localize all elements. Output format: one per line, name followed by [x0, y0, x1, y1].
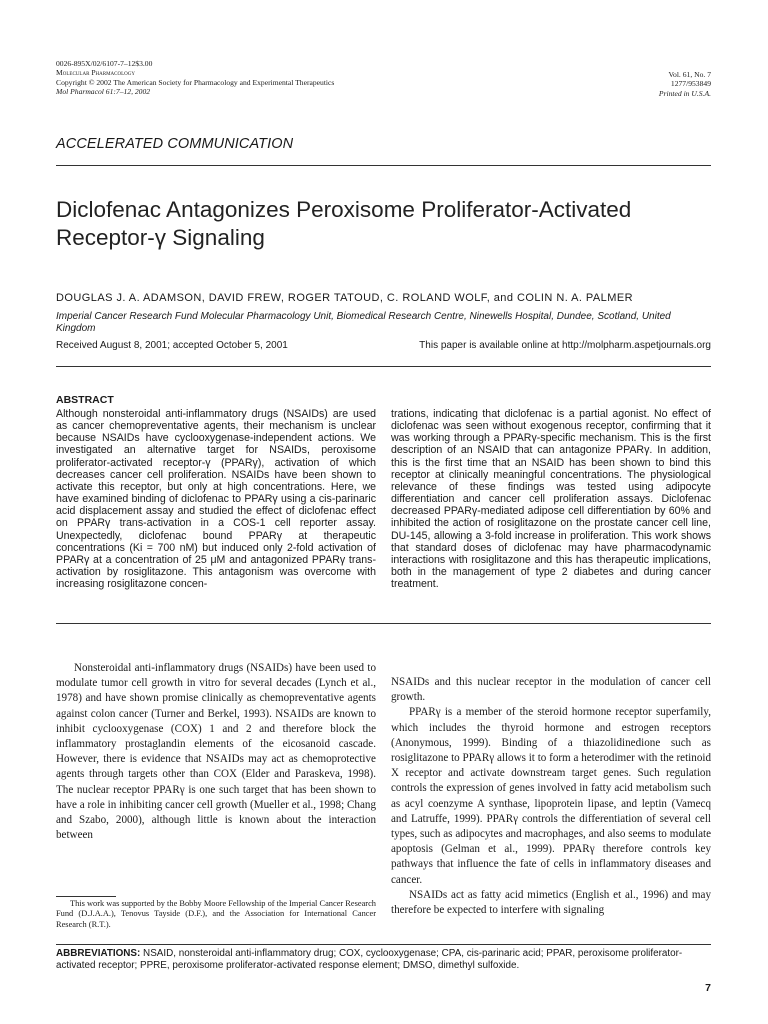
abbreviations	[56, 948, 712, 973]
body-right-column	[391, 675, 711, 918]
body-paragraph: PPARγ is a member of the steroid hormone receptor superfamily, which includes the thyroid hormone and estrogen receptors (Anonymous, 1999). Binding of a thiazolidinedione such as rosiglitazone to PPARγ allows it to form a heterodimer with the retinoid X receptor and activate downstream target genes. Such regulation controls the expression of genes involved in fatty acid metabolism such as acyl coenzyme A synthase, lipoprotein lipase, and leptin (Vamecq and Latruffe, 1999). PPARγ controls the differentiation of several cell types, such as adipocytes and macrophages, and also seems to modulate apoptosis (Gelman et al., 1999). PPARγ therefore controls key pathways that influence the fate of cells in inflammatory diseases and cancer.	[391, 706, 711, 886]
article-id: 1277/953849	[670, 79, 711, 89]
funding-footnote: This work was supported by the Bobby Moore Fellowship of the Imperial Cancer Research Fund (D.J.A.A.), Tenovus Tayside (D.F.), and the Association for International Cancer Research (R.T.).	[56, 899, 376, 929]
abstract-left-column: Although nonsteroidal anti-inflammatory drugs (NSAIDs) are used as cancer chemopreventative agents, their mechanism is unclear because NSAIDs have cyclooxygenase-independent actions. We investigated an alternative target for NSAIDs, peroxisome proliferator-activated receptor-γ (PPARγ), activation of which decreases cancer cell proliferation. NSAIDs have been shown to activate this receptor, but only at high concentrations. Here, we have examined binding of diclofenac to PPARγ using a cis-parinaric acid displacement assay and studied the effect of diclofenac effect on PPARγ trans-activation in a COS-1 cell reporter assay. Unexpectedly, diclofenac bound PPARγ at therapeutic concentrations (Ki = 700 nM) but induced only 2-fold activation of PPARγ at a concentration of 25 μM and antagonized PPARγ trans-activation by rosiglitazone. This antagonism was overcome with increasing rosiglitazone concen-	[56, 408, 376, 591]
page-number: 7	[705, 982, 711, 994]
abstract-heading: ABSTRACT	[56, 394, 114, 406]
journal-name: Molecular Pharmacology	[56, 68, 135, 78]
body-paragraph: NSAIDs and this nuclear receptor in the modulation of cancer cell growth.	[391, 676, 711, 704]
abbreviations-divider	[56, 944, 711, 945]
citation-line: Mol Pharmacol 61:7–12, 2002	[56, 87, 151, 97]
journal-code: 0026-895X/02/6107-7–12$3.00	[56, 59, 153, 68]
body-left-column	[56, 661, 376, 843]
journal-header-right	[659, 70, 711, 98]
volume-line: Vol. 61, No. 7	[668, 70, 711, 79]
abbreviations-label: ABBREVIATIONS:	[56, 948, 141, 959]
affiliation: Imperial Cancer Research Fund Molecular Pharmacology Unit, Biomedical Research Centre, Ninewells Hospital, Dundee, Scotland, United Kingdom	[56, 311, 671, 335]
printed-line: Printed in U.S.A.	[658, 88, 711, 98]
body-paragraph: Nonsteroidal anti-inflammatory drugs (NSAIDs) have been used to modulate tumor cell growth in vitro for several decades (Lynch et al., 1978) and have shown promise clinically as chemopreventative agents against colon cancer (Turner and Berkel, 1993). NSAIDs are known to inhibit cyclooxygenase (COX) 1 and 2 and therefore block the inflammatory prostaglandin elements of the eicosanoid cascade. However, there is evidence that NSAIDs may act as chemoprotective agents through targets other than COX (Elder and Paraskeva, 1998). The nuclear receptor PPARγ is one such target that has been shown to have a role in inhibiting cancer cell growth (Mueller et al., 1998; Chang and Szabo, 2000), although little is known about the interaction between	[56, 662, 376, 842]
title-line-1: Diclofenac Antagonizes Peroxisome Proliferator-Activated	[56, 197, 632, 222]
copyright-line: Copyright © 2002 The American Society for Pharmacology and Experimental Therapeutics	[56, 77, 335, 87]
body-paragraph: NSAIDs act as fatty acid mimetics (English et al., 1996) and may therefore be expected to interfere with signaling	[391, 888, 711, 917]
online-availability: This paper is available online at http://molpharm.aspetjournals.org	[419, 340, 711, 351]
title-line-2: Receptor-γ Signaling	[56, 224, 265, 250]
abstract-right-column: trations, indicating that diclofenac is a partial agonist. No effect of diclofenac was seen without exogenous receptor, confirming that it was working through a PPARγ-specific mechanism. This is the first description of an NSAID that can antagonize PPARγ. In addition, this is the first time that an NSAID has been shown to bind this receptor at clinically meaningful concentrations. The physiological relevance of these findings was tested using adipocyte differentiation and cancer cell proliferation assays. Diclofenac decreased PPARγ-mediated adipose cell differentiation by 60% and inhibited the action of rosiglitazone on the prostate cancer cell line, DU-145, allowing a 3-fold increase in proliferation. This work shows that standard doses of diclofenac may have pharmacodynamic interactions with rosiglitazone and this has therapeutic implications, both in the management of type 2 diabetes and during cancer treatment.	[391, 408, 711, 591]
received-dates: Received August 8, 2001; accepted October 5, 2001	[56, 340, 288, 351]
abstract-top-divider	[56, 366, 711, 367]
journal-header	[56, 59, 334, 97]
author-list: DOUGLAS J. A. ADAMSON, DAVID FREW, ROGER TATOUD, C. ROLAND WOLF, and COLIN N. A. PALMER	[56, 292, 634, 304]
section-label: ACCELERATED COMMUNICATION	[56, 136, 294, 152]
abbreviations-text: NSAID, nonsteroidal anti-inflammatory drug; COX, cyclooxygenase; CPA, cis-parinaric acid; PPAR, peroxisome proliferator-activated receptor; PPRE, peroxisome proliferator-activated response element; DMSO, dimethyl sulfoxide.	[56, 948, 683, 972]
abstract-bottom-divider	[56, 623, 711, 624]
section-divider	[56, 165, 711, 166]
footnote-divider	[56, 896, 116, 897]
article-title	[56, 196, 706, 251]
